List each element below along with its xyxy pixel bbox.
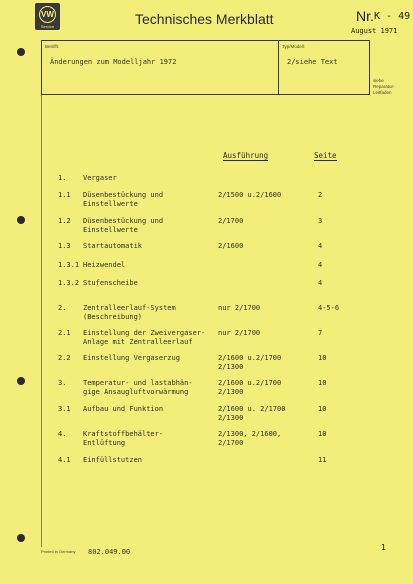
side-note-line: siehe <box>373 78 384 83</box>
number-value: K - 49 <box>374 11 411 22</box>
binding-hole <box>17 377 25 385</box>
vw-logo <box>35 3 60 30</box>
betrifft-label: Betrifft: <box>45 44 60 49</box>
side-note-line: Reparatur- <box>373 84 395 89</box>
row-ausfuehrung: nur 2/1700 <box>218 304 261 312</box>
row-number: 3.1 <box>58 405 71 413</box>
row-ausfuehrung: 2/1600 u.2/1700 2/1300 <box>218 354 282 371</box>
number-label: Nr. <box>356 8 374 24</box>
row-description: Aufbau und Funktion <box>83 405 164 413</box>
document-date: August 1971 <box>351 27 398 35</box>
row-number: 2.2 <box>58 354 71 362</box>
row-number: 1. <box>58 174 67 182</box>
row-description: Einstellung der Zweivergaser- Anlage mit Zentralleerlauf <box>83 329 206 346</box>
row-page: 10 <box>318 354 327 362</box>
row-page: 4-5-6 <box>318 304 340 312</box>
row-number: 2.1 <box>58 329 71 337</box>
row-page: 3 <box>318 217 323 225</box>
row-number: 2. <box>58 304 67 312</box>
row-page: 10 <box>318 430 327 438</box>
row-description: Vergaser <box>83 174 117 182</box>
row-description: Düsenbestückung und Einstellwerte <box>83 191 164 208</box>
row-page: 11 <box>318 456 327 464</box>
row-number: 3. <box>58 379 67 387</box>
binding-hole <box>17 534 25 542</box>
row-ausfuehrung: 2/1500 u.2/1600 <box>218 191 282 199</box>
betrifft-value: Änderungen zum Modelljahr 1972 <box>50 58 177 66</box>
row-ausfuehrung: 2/1700 <box>218 217 244 225</box>
logo-emblem: VW <box>39 6 56 23</box>
typ-label: Typ/Modell: <box>282 44 306 49</box>
binding-hole <box>17 48 25 56</box>
binding-hole <box>17 216 25 224</box>
row-description: Heizwendel <box>83 261 126 269</box>
page-number: 1 <box>381 543 386 552</box>
row-number: 4.1 <box>58 456 71 464</box>
row-page: 4 <box>318 279 323 287</box>
side-note-line: Leitfaden <box>373 90 392 95</box>
row-ausfuehrung: nur 2/1700 <box>218 329 261 337</box>
row-ausfuehrung: 2/1600 u. 2/1700 2/1300 <box>218 405 286 422</box>
row-description: Einstellung Vergaserzug <box>83 354 180 362</box>
row-description: Startautomatik <box>83 242 143 250</box>
row-page: 4 <box>318 261 323 269</box>
row-description: Kraftstoffbehälter- Entlüftung <box>83 430 164 447</box>
row-number: 1.2 <box>58 217 71 225</box>
header-box <box>41 40 370 95</box>
header-box-divider <box>278 41 279 94</box>
row-description: Düsenbestückung und Einstellwerte <box>83 217 164 234</box>
row-page: 7 <box>318 329 323 337</box>
side-note <box>373 78 409 96</box>
row-page: 4 <box>318 242 323 250</box>
row-number: 1.3.1 <box>58 261 80 269</box>
row-description: Einfüllstutzen <box>83 456 143 464</box>
row-number: 1.3.2 <box>58 279 80 287</box>
row-page: 10 <box>318 379 327 387</box>
row-description: Zentralleerlauf-System (Beschreibung) <box>83 304 176 321</box>
footer-label: Printed in Germany <box>41 549 76 554</box>
margin-line <box>41 95 42 547</box>
document-title: Technisches Merkblatt <box>135 11 274 27</box>
column-header-ausfuehrung: Ausführung <box>223 151 269 160</box>
row-ausfuehrung: 2/1600 u.2/1700 2/1300 <box>218 379 282 396</box>
typ-value: 2/siehe Text <box>287 58 338 66</box>
row-description: Stufenscheibe <box>83 279 138 287</box>
row-number: 4. <box>58 430 67 438</box>
row-description: Temperatur- und lastabhän- gige Ansaugluftvorwärmung <box>83 379 193 396</box>
column-header-seite: Seite <box>314 151 337 160</box>
footer-part-number: 802.049.00 <box>88 548 131 556</box>
row-number: 1.1 <box>58 191 71 199</box>
logo-subtext: Service <box>40 24 55 29</box>
row-ausfuehrung: 2/1300, 2/1600, 2/1700 <box>218 430 282 447</box>
row-page: 10 <box>318 405 327 413</box>
row-number: 1.3 <box>58 242 71 250</box>
row-ausfuehrung: 2/1600 <box>218 242 244 250</box>
row-page: 2 <box>318 191 323 199</box>
